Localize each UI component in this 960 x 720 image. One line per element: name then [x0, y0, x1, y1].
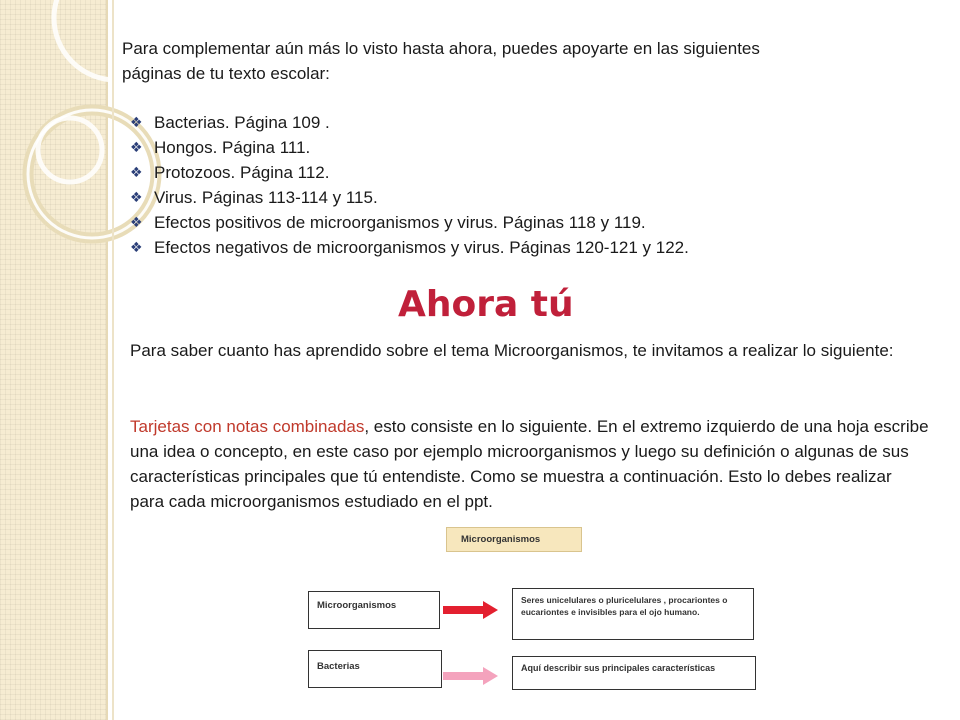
- intro-line-1: Para complementar aún más lo visto hasta ahora, puedes apoyarte en las siguientes: [122, 39, 760, 58]
- right-arrow-icon: [443, 600, 499, 620]
- diamond-bullet-icon: ❖: [130, 239, 143, 255]
- list-item: ❖ Virus. Páginas 113-114 y 115.: [130, 185, 689, 210]
- list-item: ❖ Bacterias. Página 109 .: [130, 110, 689, 135]
- intro-line-2: páginas de tu texto escolar:: [122, 64, 330, 83]
- page-reference-list: [130, 110, 689, 260]
- diamond-bullet-icon: ❖: [130, 139, 143, 155]
- section-heading: Ahora tú: [398, 284, 574, 325]
- definition-card: Aquí describir sus principales características: [512, 656, 756, 690]
- activity-name: Tarjetas con notas combinadas: [130, 417, 365, 436]
- term-card: Microorganismos: [308, 591, 440, 629]
- list-item: ❖ Efectos positivos de microorganismos y virus. Páginas 118 y 119.: [130, 210, 689, 235]
- instruction-paragraph: Para saber cuanto has aprendido sobre el tema Microorganismos, te invitamos a realizar lo siguiente:: [130, 341, 894, 360]
- list-item: ❖ Hongos. Página 111.: [130, 135, 689, 160]
- list-item: ❖ Protozoos. Página 112.: [130, 160, 689, 185]
- diamond-bullet-icon: ❖: [130, 114, 143, 130]
- diamond-bullet-icon: ❖: [130, 164, 143, 180]
- list-item: ❖ Efectos negativos de microorganismos y virus. Páginas 120-121 y 122.: [130, 235, 689, 260]
- diamond-bullet-icon: ❖: [130, 214, 143, 230]
- activity-description: [130, 414, 930, 514]
- definition-card: Seres unicelulares o pluricelulares , procariontes o eucariontes e invisibles para el ojo humano.: [512, 588, 754, 640]
- right-arrow-icon: [443, 666, 499, 686]
- term-card: Bacterias: [308, 650, 442, 688]
- intro-text: [122, 36, 922, 86]
- diamond-bullet-icon: ❖: [130, 189, 143, 205]
- activity-description-text: , esto consiste en lo siguiente. En el extremo izquierdo de una hoja escribe una idea o concepto, en este caso por ejemplo microorganismos y luego su definición o algunas de sus características principales que tú entendiste. Como se muestra a continuación. Esto lo debes realizar para cada microorganismos estudiado en el ppt.: [130, 417, 929, 511]
- diagram-header-box: Microorganismos: [446, 527, 582, 552]
